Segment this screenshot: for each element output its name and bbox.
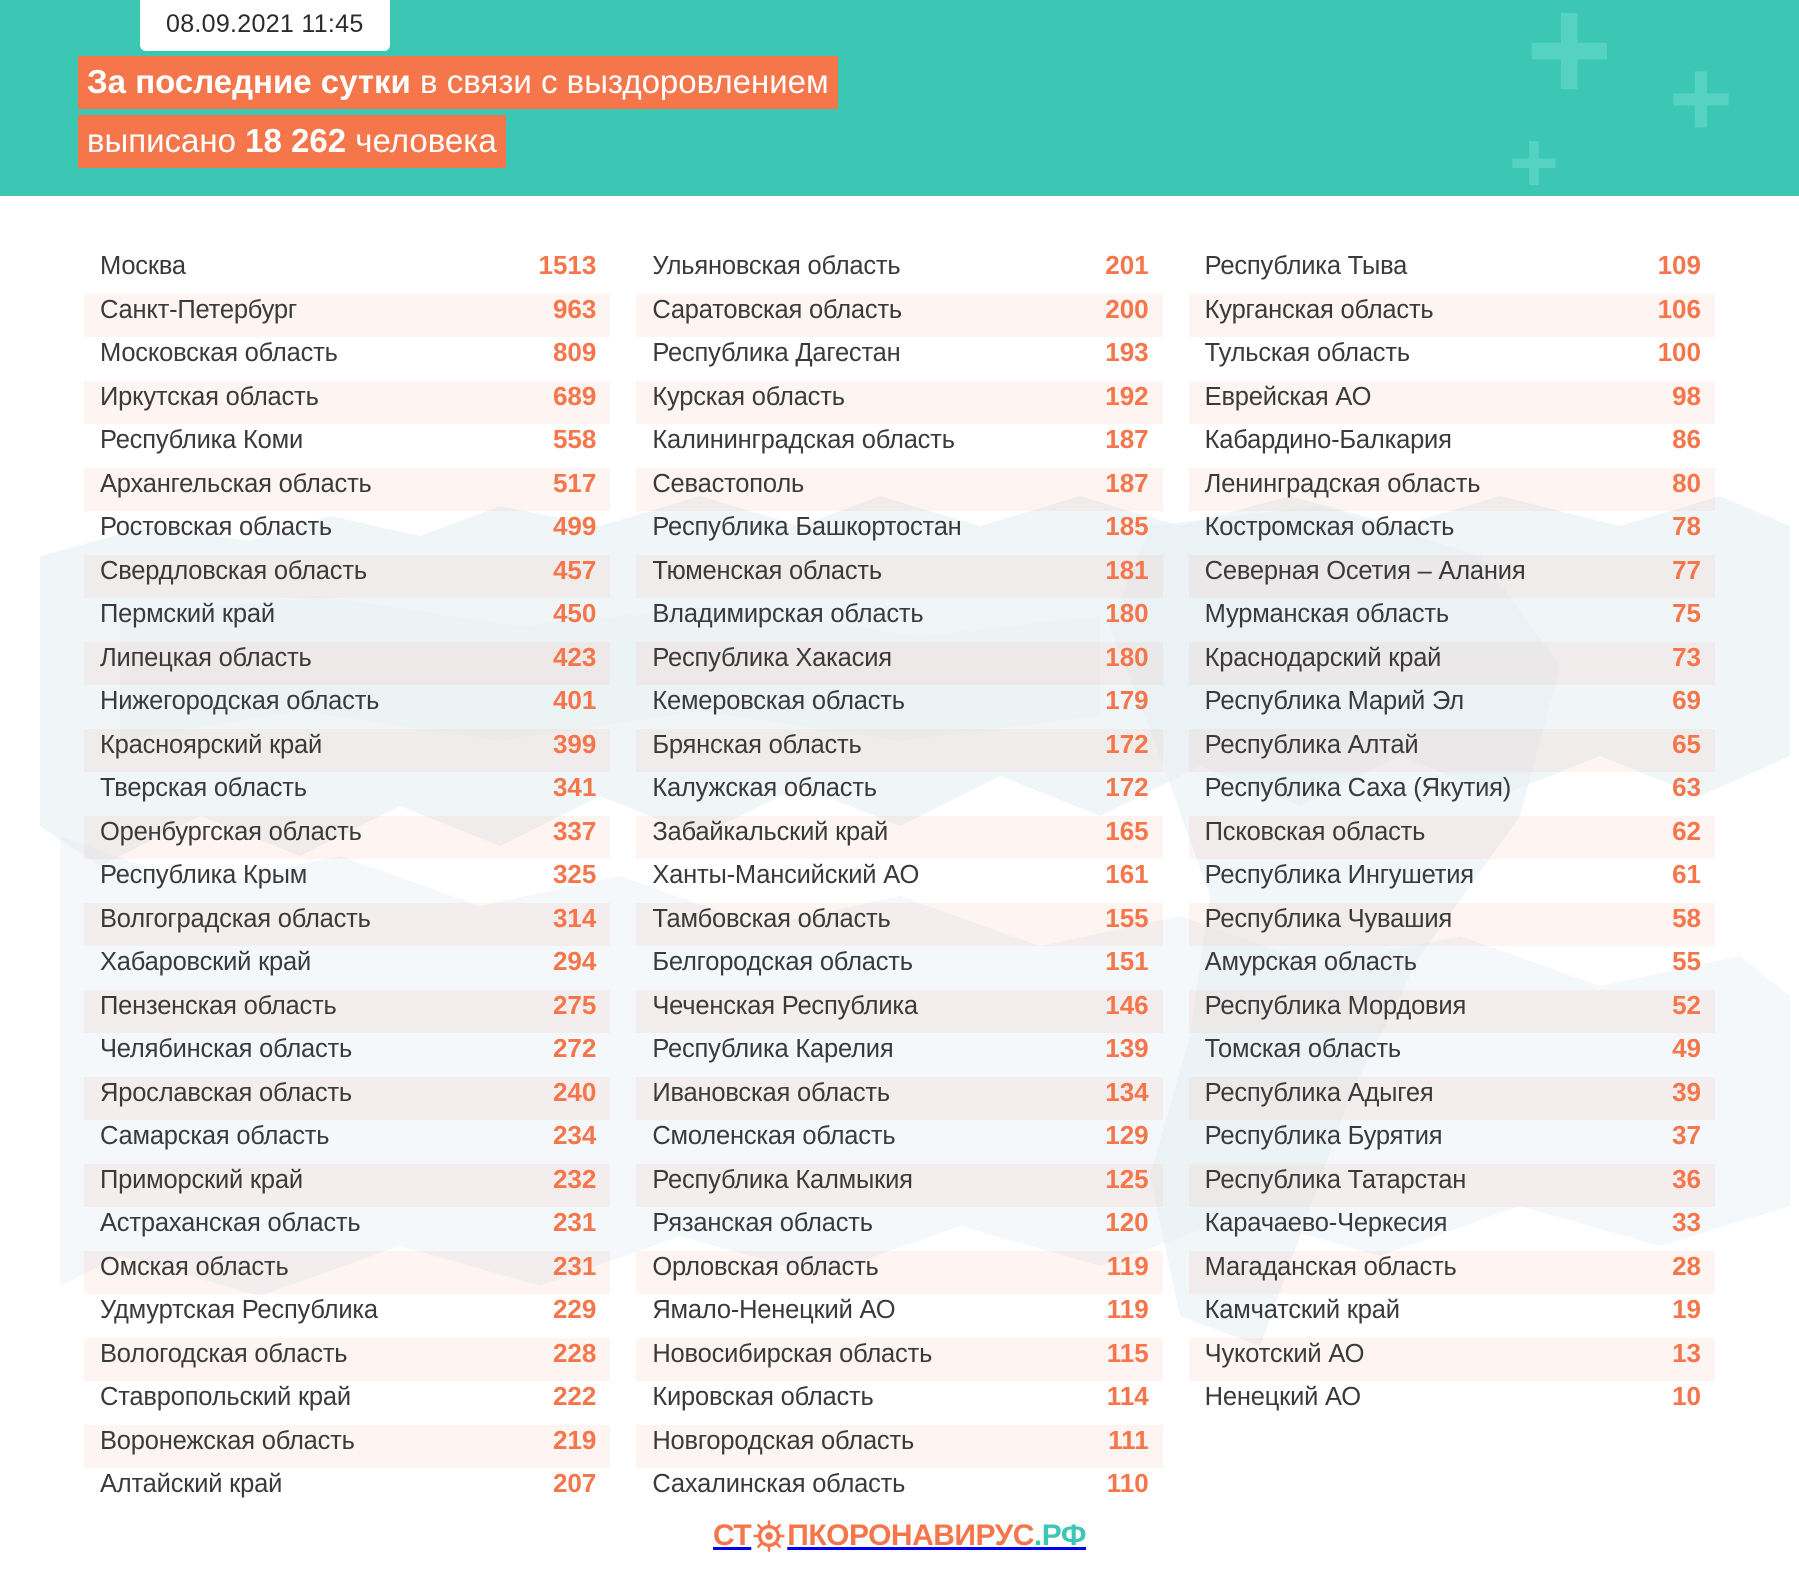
table-row [636,294,1162,338]
table-row [636,598,1162,642]
table-row [84,816,610,860]
table-row [636,468,1162,512]
region-name: Костромская область [1204,513,1455,541]
region-value: 69 [1672,685,1701,715]
region-name: Ивановская область [652,1078,890,1107]
region-value: 1513 [538,250,597,280]
region-value: 272 [552,1033,597,1063]
table-row [84,990,610,1034]
region-value: 151 [1105,946,1149,976]
table-row [84,1077,610,1121]
table-row [1189,903,1715,947]
region-name: Забайкальский край [652,817,889,846]
region-name: Республика Карелия [652,1035,894,1063]
table-row [84,859,610,903]
region-value: 314 [552,902,597,933]
headline-rest-1: в связи с выздоровлением [410,63,829,100]
region-value: 119 [1106,1250,1149,1281]
region-name: Калужская область [652,774,877,802]
region-name: Воронежская область [100,1426,355,1455]
table-row [84,642,610,686]
region-value: 75 [1672,598,1701,628]
logo-text-part2: ПКОРОНАВИРУС [787,1519,1034,1552]
table-row [84,1425,610,1469]
region-value: 146 [1105,989,1149,1020]
table-row [84,1468,610,1512]
table-row [84,1207,610,1251]
region-name: Республика Ингушетия [1204,861,1474,889]
footer [0,1519,1799,1553]
region-value: 100 [1657,337,1701,367]
region-value: 125 [1105,1163,1149,1194]
region-value: 192 [1105,380,1149,411]
region-name: Челябинская область [100,1035,353,1063]
region-name: Красноярский край [100,730,323,759]
table-row [1189,337,1715,381]
table-row [1189,1381,1715,1425]
table-row [1189,1033,1715,1077]
table-row [84,555,610,599]
table-row [1189,685,1715,729]
table-row [636,685,1162,729]
region-name: Архангельская область [100,469,372,498]
table-row [1189,555,1715,599]
region-name: Иркутская область [100,382,319,411]
region-value: 37 [1672,1120,1701,1150]
region-name: Республика Татарстан [1204,1165,1467,1194]
region-value: 139 [1105,1033,1149,1063]
region-value: 231 [552,1250,597,1281]
table-row [84,1338,610,1382]
table-row [636,1468,1162,1512]
table-row [84,903,610,947]
region-value: 33 [1672,1207,1701,1237]
region-name: Псковская область [1204,817,1426,846]
region-name: Калининградская область [652,426,955,454]
table-row [1189,294,1715,338]
region-value: 222 [552,1381,597,1411]
table-row [84,294,610,338]
region-name: Карачаево-Черкесия [1204,1209,1448,1237]
region-value: 77 [1672,554,1701,585]
region-name: Амурская область [1204,948,1417,976]
region-value: 228 [552,1337,597,1368]
region-value: 111 [1108,1424,1149,1455]
region-value: 240 [552,1076,597,1107]
region-name: Астраханская область [100,1209,361,1237]
table-row [1189,946,1715,990]
region-value: 809 [552,337,597,367]
region-name: Республика Хакасия [652,643,892,672]
region-value: 61 [1672,859,1701,889]
region-name: Тюменская область [652,556,882,585]
region-name: Ульяновская область [652,252,901,280]
regions-column-3 [1189,250,1715,1512]
table-row [84,337,610,381]
region-value: 115 [1106,1337,1149,1368]
region-name: Республика Бурятия [1204,1122,1443,1150]
table-row [1189,468,1715,512]
region-value: 231 [552,1207,597,1237]
region-value: 13 [1672,1337,1701,1368]
table-row [84,598,610,642]
region-name: Краснодарский край [1204,643,1442,672]
region-value: 207 [552,1468,597,1498]
region-name: Вологодская область [100,1339,348,1368]
region-value: 200 [1105,293,1149,324]
region-name: Республика Саха (Якутия) [1204,774,1512,802]
region-value: 185 [1105,511,1149,541]
region-name: Санкт-Петербург [100,295,297,324]
headline-line-2 [78,115,1378,166]
logo-text-part1: СТ [713,1519,752,1552]
logo-text-part3: .РФ [1033,1519,1086,1552]
table-row [1189,1164,1715,1208]
region-value: 28 [1672,1250,1701,1281]
region-value: 172 [1105,728,1149,759]
table-row [84,1251,610,1295]
region-name: Республика Мордовия [1204,991,1467,1020]
table-row [1189,1338,1715,1382]
region-name: Кабардино-Балкария [1204,426,1452,454]
region-name: Москва [100,252,186,280]
region-value: 63 [1672,772,1701,802]
table-row [1189,729,1715,773]
headline [78,56,1378,174]
table-row [636,1077,1162,1121]
table-row [636,859,1162,903]
table-row [84,381,610,425]
table-row [1189,250,1715,294]
region-name: Севастополь [652,469,805,498]
headline-line-1 [78,56,1378,107]
table-row [1189,381,1715,425]
region-value: 275 [552,989,597,1020]
region-name: Орловская область [652,1252,879,1281]
region-value: 165 [1105,815,1149,846]
region-value: 219 [552,1424,597,1455]
table-row [636,729,1162,773]
region-value: 19 [1672,1294,1701,1324]
region-name: Московская область [100,339,338,367]
region-name: Томская область [1204,1035,1401,1063]
region-value: 39 [1672,1076,1701,1107]
table-row [84,511,610,555]
region-value: 109 [1657,250,1701,280]
region-name: Белгородская область [652,948,913,976]
region-value: 294 [552,946,597,976]
table-row [1189,424,1715,468]
table-row [636,1251,1162,1295]
table-row [636,1425,1162,1469]
region-name: Республика Калмыкия [652,1165,913,1194]
region-value: 517 [552,467,597,498]
region-name: Сахалинская область [652,1470,906,1498]
region-value: 55 [1672,946,1701,976]
table-row [636,772,1162,816]
region-value: 114 [1106,1381,1149,1411]
region-value: 179 [1105,685,1149,715]
region-name: Ненецкий АО [1204,1383,1361,1411]
table-row [636,511,1162,555]
table-row [636,381,1162,425]
headline-post-2: человека [346,122,497,160]
region-name: Нижегородская область [100,687,380,715]
table-row [636,1381,1162,1425]
region-name: Ямало-Ненецкий АО [652,1296,896,1324]
region-name: Курская область [652,382,845,411]
region-name: Магаданская область [1204,1252,1457,1281]
table-row [1189,990,1715,1034]
region-value: 172 [1105,772,1149,802]
table-row [636,337,1162,381]
table-row [1189,1207,1715,1251]
table-row [84,424,610,468]
region-value: 58 [1672,902,1701,933]
table-row [84,1381,610,1425]
header-banner [0,0,1799,196]
table-row [84,946,610,990]
region-name: Республика Марий Эл [1204,687,1464,715]
region-name: Республика Адыгея [1204,1078,1434,1107]
region-value: 963 [552,293,597,324]
region-value: 187 [1105,467,1149,498]
table-row [1189,511,1715,555]
date-badge: 08.09.2021 11:45 [140,0,390,51]
region-value: 401 [552,685,597,715]
region-name: Свердловская область [100,556,367,585]
table-row [636,1120,1162,1164]
region-value: 423 [552,641,597,672]
region-name: Республика Алтай [1204,730,1419,759]
region-value: 119 [1106,1294,1149,1324]
table-row [84,1294,610,1338]
headline-bold-1: За последние сутки [87,63,411,100]
region-value: 73 [1672,641,1701,672]
region-name: Пермский край [100,600,275,628]
region-value: 80 [1672,467,1701,498]
table-row [636,250,1162,294]
region-value: 232 [552,1163,597,1194]
region-value: 450 [552,598,597,628]
region-value: 36 [1672,1163,1701,1194]
table-row [1189,598,1715,642]
region-value: 120 [1105,1207,1149,1237]
region-name: Кемеровская область [652,687,905,715]
region-name: Республика Тыва [1204,252,1408,280]
region-name: Оренбургская область [100,817,362,846]
region-value: 558 [552,424,597,454]
table-row [84,729,610,773]
table-row [636,555,1162,599]
region-value: 325 [552,859,597,889]
table-row [636,1033,1162,1077]
regions-column-2 [636,250,1162,1512]
region-name: Республика Крым [100,861,308,889]
region-value: 86 [1672,424,1701,454]
region-value: 180 [1105,598,1149,628]
region-value: 155 [1105,902,1149,933]
plus-decor-icon: + [1508,115,1559,196]
plus-decor-icon: + [1668,37,1733,160]
region-value: 49 [1672,1033,1701,1063]
region-value: 234 [552,1120,597,1150]
table-row [1189,1294,1715,1338]
region-name: Смоленская область [652,1122,896,1150]
table-row [84,1164,610,1208]
table-row [1189,816,1715,860]
region-name: Омская область [100,1252,289,1281]
table-row [84,1120,610,1164]
table-row [84,685,610,729]
region-name: Тверская область [100,774,307,802]
region-value: 193 [1105,337,1149,367]
table-row [1189,1251,1715,1295]
region-value: 62 [1672,815,1701,846]
regions-table [0,196,1799,1512]
table-row [84,1033,610,1077]
region-name: Республика Чувашия [1204,904,1452,933]
region-name: Кировская область [652,1383,874,1411]
headline-pre-2: выписано [87,122,246,160]
table-row [636,1207,1162,1251]
region-name: Камчатский край [1204,1296,1400,1324]
region-value: 10 [1672,1381,1701,1411]
region-name: Новосибирская область [652,1339,933,1368]
region-name: Тульская область [1204,339,1410,367]
region-name: Саратовская область [652,295,903,324]
region-name: Северная Осетия – Алания [1204,556,1526,585]
table-row [636,424,1162,468]
region-name: Алтайский край [100,1470,283,1498]
table-row [636,1294,1162,1338]
table-row [1189,1120,1715,1164]
region-value: 161 [1105,859,1149,889]
table-row [636,642,1162,686]
region-name: Республика Башкортостан [652,513,962,541]
stopkoronavirus-logo[interactable] [713,1519,1086,1553]
table-row [1189,1077,1715,1121]
region-value: 341 [552,772,597,802]
table-row [636,1338,1162,1382]
table-row [84,250,610,294]
region-name: Владимирская область [652,600,924,628]
region-name: Брянская область [652,730,862,759]
region-value: 689 [552,380,597,411]
table-row [1189,859,1715,903]
region-value: 399 [552,728,597,759]
region-name: Чеченская Республика [652,991,918,1020]
region-name: Пензенская область [100,991,337,1020]
region-name: Ханты-Мансийский АО [652,861,920,889]
region-name: Самарская область [100,1122,330,1150]
region-value: 180 [1105,641,1149,672]
region-value: 229 [552,1294,597,1324]
regions-column-1 [84,250,610,1512]
region-name: Хабаровский край [100,948,312,976]
region-value: 134 [1105,1076,1149,1107]
region-value: 337 [552,815,597,846]
table-row [636,816,1162,860]
region-name: Республика Коми [100,426,304,454]
region-name: Еврейская АО [1204,382,1372,411]
region-value: 499 [552,511,597,541]
region-name: Приморский край [100,1165,303,1194]
table-row [1189,772,1715,816]
table-row [636,946,1162,990]
headline-number: 18 262 [245,122,347,160]
region-value: 78 [1672,511,1701,541]
region-value: 187 [1105,424,1149,454]
region-value: 181 [1105,554,1149,585]
region-value: 110 [1106,1468,1149,1498]
table-row [1189,642,1715,686]
region-name: Ярославская область [100,1078,353,1107]
region-value: 65 [1672,728,1701,759]
region-value: 129 [1105,1120,1149,1150]
coronavirus-icon [752,1519,786,1553]
region-value: 106 [1657,293,1701,324]
region-name: Чукотский АО [1204,1339,1365,1368]
region-name: Ставропольский край [100,1383,351,1411]
region-name: Рязанская область [652,1209,873,1237]
region-name: Ростовская область [100,513,333,541]
table-row [84,772,610,816]
region-name: Липецкая область [100,643,312,672]
table-row [636,903,1162,947]
region-name: Тамбовская область [652,904,891,933]
region-name: Мурманская область [1204,600,1449,628]
table-row [84,468,610,512]
table-row [636,1164,1162,1208]
region-value: 201 [1105,250,1149,280]
region-name: Ленинградская область [1204,469,1481,498]
region-name: Курганская область [1204,295,1434,324]
table-row [636,990,1162,1034]
region-value: 457 [552,554,597,585]
region-value: 98 [1672,380,1701,411]
region-name: Новгородская область [652,1426,915,1455]
region-name: Республика Дагестан [652,339,901,367]
region-value: 52 [1672,989,1701,1020]
region-name: Волгоградская область [100,904,371,933]
region-name: Удмуртская Республика [100,1296,378,1324]
plus-decor-icon: + [1525,0,1613,133]
